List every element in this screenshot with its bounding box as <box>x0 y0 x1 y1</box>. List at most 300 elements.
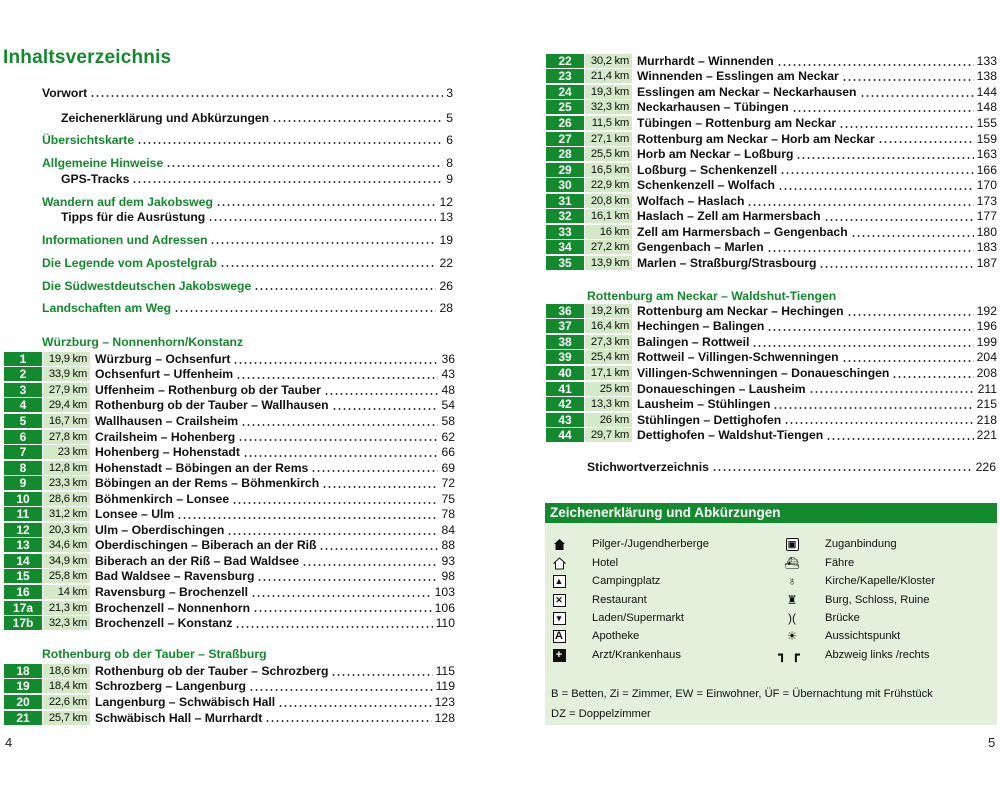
leader-dots <box>842 352 974 363</box>
stage-row[interactable] <box>4 522 455 538</box>
stage-number: 15 <box>4 569 42 583</box>
section-heading-2: Rothenburg ob der Tauber – Straßburg <box>42 647 267 661</box>
stage-page: 173 <box>976 193 997 208</box>
stage-page: 180 <box>976 224 997 239</box>
leader-dots <box>278 697 432 708</box>
stage-page: 98 <box>441 569 455 584</box>
stage-page: 159 <box>976 131 997 146</box>
turn-icon: ┓┏ <box>778 647 806 662</box>
stage-route: Tübingen – Rottenburg am Neckar <box>637 115 837 130</box>
leader-dots <box>767 242 974 253</box>
leader-dots <box>302 556 438 567</box>
stage-row[interactable] <box>4 663 455 679</box>
stage-route: Ochsenfurt – Uffenheim <box>95 367 234 382</box>
stage-route: Wolfach – Haslach <box>637 193 745 208</box>
stage-distance: 23,3 km <box>43 476 90 490</box>
stage-row[interactable] <box>546 303 997 319</box>
stage-route: Winnenden – Esslingen am Neckar <box>637 69 839 84</box>
stage-number: 2 <box>4 367 42 381</box>
toc-entry[interactable] <box>42 233 453 247</box>
toc-entry-page: 13 <box>439 210 453 224</box>
ferry-icon: ⛴ <box>784 556 800 570</box>
stage-row[interactable] <box>4 398 455 414</box>
leader-dots <box>324 385 439 396</box>
leader-dots <box>332 400 439 411</box>
stage-page: 177 <box>976 209 997 224</box>
toc-entry-title: Die Legende vom Apostelgrab <box>42 256 217 270</box>
stage-distance: 14 km <box>43 585 90 599</box>
stage-page: 170 <box>976 178 997 193</box>
stage-number: 12 <box>4 523 42 537</box>
stage-row[interactable] <box>4 444 455 460</box>
restaurant-icon: ✕ <box>550 592 568 608</box>
stage-row[interactable] <box>4 507 455 523</box>
leader-dots <box>712 461 973 472</box>
toc-entry-index[interactable] <box>587 460 996 474</box>
toc-entry-title: Wandern auf dem Jakobsweg <box>42 195 213 209</box>
stage-page: 211 <box>977 381 997 396</box>
stage-route: Rothenburg ob der Tauber – Schrozberg <box>95 663 329 678</box>
stage-route: Esslingen am Neckar – Neckarhausen <box>637 84 857 99</box>
stage-distance: 19,9 km <box>43 352 90 366</box>
toc-entry-page: 3 <box>446 86 453 100</box>
legend-note-2: DZ = Doppelzimmer <box>551 708 651 720</box>
stage-number: 36 <box>546 304 584 318</box>
stage-distance: 18,4 km <box>43 679 90 693</box>
stage-row[interactable] <box>546 412 997 428</box>
stage-route: Schrozberg – Langenburg <box>95 679 247 694</box>
stage-row[interactable] <box>4 538 455 554</box>
stage-number: 38 <box>546 335 584 349</box>
stage-distance: 25 km <box>585 382 632 396</box>
leader-dots <box>784 414 973 425</box>
leader-dots <box>851 227 974 238</box>
stage-route: Neckarhausen – Tübingen <box>637 100 789 115</box>
stage-row[interactable] <box>546 177 997 193</box>
leader-dots <box>892 368 973 379</box>
leader-dots <box>322 478 438 489</box>
stage-distance: 29,7 km <box>585 428 632 442</box>
legend-label: Hotel <box>592 557 619 569</box>
stage-row[interactable] <box>4 679 455 695</box>
toc-entry-title: Landschaften am Weg <box>42 301 172 315</box>
stage-number: 29 <box>546 163 584 177</box>
toc-entry[interactable] <box>42 279 453 293</box>
stage-row[interactable] <box>546 350 997 366</box>
leader-dots <box>265 712 431 723</box>
stage-distance: 21,4 km <box>585 69 632 83</box>
stage-distance: 27,3 km <box>585 335 632 349</box>
stage-distance: 16 km <box>585 225 632 239</box>
bridge-icon: )( <box>788 611 796 625</box>
stage-row[interactable] <box>546 396 997 412</box>
toc-entry-page: 226 <box>975 460 996 474</box>
stage-page: 88 <box>441 538 455 553</box>
stage-row[interactable] <box>546 69 997 85</box>
stage-row[interactable] <box>546 255 997 271</box>
stage-row[interactable] <box>546 131 997 147</box>
stage-row[interactable] <box>546 224 997 240</box>
legend-label: Abzweig links /rechts <box>825 649 930 661</box>
toc-entry-title: Die Südwestdeutschen Jakobswege <box>42 279 252 293</box>
stage-distance: 26 km <box>585 413 632 427</box>
stage-row[interactable] <box>546 240 997 256</box>
stage-number: 32 <box>546 209 584 223</box>
stage-page: 84 <box>441 522 455 537</box>
toc-entry-title: Informationen und Adressen <box>42 233 208 247</box>
toc-entry-page: 12 <box>439 195 453 209</box>
stage-number: 17a <box>4 601 42 615</box>
stage-distance: 20,3 km <box>43 523 90 537</box>
legend-item <box>550 555 618 571</box>
stage-row[interactable] <box>546 381 997 397</box>
stage-row[interactable] <box>546 146 997 162</box>
stage-number: 31 <box>546 194 584 208</box>
stage-number: 21 <box>4 711 42 725</box>
legend-label: Aussichtspunkt <box>825 630 901 642</box>
stage-page: 119 <box>435 679 455 694</box>
toc-entry-title: Übersichtskarte <box>42 133 135 147</box>
stage-distance: 23 km <box>43 445 90 459</box>
stage-distance: 22,6 km <box>43 695 90 709</box>
legend-label: Fähre <box>825 557 855 569</box>
stage-page: 215 <box>976 397 997 412</box>
stage-route: Villingen-Schwenningen – Donaueschingen <box>637 365 890 380</box>
legend-label: Kirche/Kapelle/Kloster <box>825 575 936 587</box>
stage-row[interactable] <box>4 600 455 616</box>
leader-dots <box>819 258 973 269</box>
stage-page: 196 <box>976 319 997 334</box>
stage-number: 9 <box>4 476 42 490</box>
stage-page: 187 <box>976 255 997 270</box>
leader-dots <box>847 306 974 317</box>
toc-entry[interactable] <box>42 86 453 100</box>
leader-dots <box>331 666 432 677</box>
toc-entry-page: 26 <box>439 279 453 293</box>
stage-number: 11 <box>4 507 42 521</box>
stage-route: Rottenburg am Neckar – Hechingen <box>637 303 844 318</box>
stage-number: 16 <box>4 585 42 599</box>
stage-row[interactable] <box>4 475 455 491</box>
legend-label: Laden/Supermarkt <box>592 612 685 624</box>
stage-row[interactable] <box>546 115 997 131</box>
leader-dots <box>241 416 438 427</box>
stage-number: 23 <box>546 69 584 83</box>
hostel-icon <box>550 536 568 552</box>
stage-route: Rothenburg ob der Tauber – Wallhausen <box>95 398 329 413</box>
stage-page: 66 <box>441 445 455 460</box>
toc-entry[interactable] <box>42 195 453 209</box>
train-icon: ▣ <box>783 536 801 552</box>
stage-row[interactable] <box>4 460 455 476</box>
legend-box <box>545 503 997 725</box>
stage-row[interactable] <box>4 382 455 398</box>
stage-page: 192 <box>976 303 997 318</box>
toc-entry[interactable] <box>61 210 453 224</box>
stage-route: Dettighofen – Waldshut-Tiengen <box>637 428 824 443</box>
stage-distance: 34,6 km <box>43 538 90 552</box>
stage-row[interactable] <box>546 319 997 335</box>
leader-dots <box>208 211 436 222</box>
toc-entry-title: GPS-Tracks <box>61 172 130 186</box>
stage-distance: 16,5 km <box>585 163 632 177</box>
stage-number: 7 <box>4 445 42 459</box>
stage-number: 6 <box>4 430 42 444</box>
stage-distance: 13,3 km <box>585 397 632 411</box>
stage-route: Böbingen an der Rems – Böhmenkirch <box>95 476 320 491</box>
legend-label: Campingplatz <box>592 575 661 587</box>
stage-page: 103 <box>434 585 455 600</box>
legend-label: Restaurant <box>592 594 647 606</box>
stage-distance: 16,7 km <box>43 414 90 428</box>
stage-route: Balingen – Rottweil <box>637 334 750 349</box>
legend-item <box>550 573 660 589</box>
stage-row[interactable] <box>4 351 455 367</box>
stage-route: Uffenheim – Rothenburg ob der Tauber <box>95 382 321 397</box>
stage-number: 13 <box>4 538 42 552</box>
stage-row[interactable] <box>4 694 455 710</box>
leader-dots <box>232 494 438 505</box>
stage-distance: 31,2 km <box>43 507 90 521</box>
stage-distance: 13,9 km <box>585 256 632 270</box>
stage-number: 10 <box>4 492 42 506</box>
stage-row[interactable] <box>546 334 997 350</box>
leader-dots <box>792 102 974 113</box>
stage-page: 208 <box>976 365 997 380</box>
stage-distance: 30,2 km <box>585 54 632 68</box>
legend-item <box>550 610 684 626</box>
section-heading-3: Rottenburg am Neckar – Waldshut-Tiengen <box>587 289 837 303</box>
church-icon: ♁ <box>787 574 797 588</box>
stage-route: Horb am Neckar – Loßburg <box>637 147 794 162</box>
stage-number: 20 <box>4 695 42 709</box>
stage-number: 43 <box>546 413 584 427</box>
leader-dots <box>216 196 437 207</box>
stage-page: 54 <box>441 398 455 413</box>
stage-page: 128 <box>434 710 455 725</box>
stage-route: Ulm – Oberdischingen <box>95 522 225 537</box>
stage-number: 30 <box>546 178 584 192</box>
toc-entry[interactable] <box>42 133 453 147</box>
toc-entry-title: Allgemeine Hinweise <box>42 156 164 170</box>
stage-number: 17b <box>4 616 42 630</box>
stage-route: Böhmenkirch – Lonsee <box>95 491 230 506</box>
stage-page: 72 <box>441 476 455 491</box>
stage-row[interactable] <box>4 413 455 429</box>
stage-row[interactable] <box>4 367 455 383</box>
stage-number: 44 <box>546 428 584 442</box>
toc-entry[interactable] <box>42 156 453 170</box>
stage-number: 28 <box>546 147 584 161</box>
stage-number: 39 <box>546 350 584 364</box>
stage-route: Schenkenzell – Wolfach <box>637 178 775 193</box>
stage-page: 58 <box>441 413 455 428</box>
stage-number: 35 <box>546 256 584 270</box>
leader-dots <box>878 133 974 144</box>
leader-dots <box>319 540 438 551</box>
stage-row[interactable] <box>546 162 997 178</box>
legend-item <box>550 647 681 663</box>
stage-page: 62 <box>441 429 455 444</box>
legend-item <box>550 536 709 552</box>
toc-entry[interactable] <box>61 172 453 186</box>
stage-page: 75 <box>441 491 455 506</box>
stage-page: 138 <box>976 69 997 84</box>
leader-dots <box>132 173 443 184</box>
legend-item <box>783 555 854 571</box>
legend-item <box>550 628 639 644</box>
stage-distance: 28,6 km <box>43 492 90 506</box>
stage-route: Stühlingen – Dettighofen <box>637 412 782 427</box>
stage-page: 133 <box>976 53 997 68</box>
legend-item <box>550 592 647 608</box>
stage-row[interactable] <box>546 84 997 100</box>
stage-route: Biberach an der Riß – Bad Waldsee <box>95 553 300 568</box>
shop-icon: ▾ <box>550 610 568 626</box>
leader-dots <box>249 681 433 692</box>
leader-dots <box>747 196 973 207</box>
stage-distance: 17,1 km <box>585 366 632 380</box>
toc-entry-page: 6 <box>446 133 453 147</box>
stage-distance: 25,7 km <box>43 711 90 725</box>
stage-row[interactable] <box>546 209 997 225</box>
legend-item <box>778 647 930 663</box>
stage-number: 4 <box>4 398 42 412</box>
leader-dots <box>777 56 974 67</box>
stage-distance: 22,9 km <box>585 178 632 192</box>
stage-distance: 27,8 km <box>43 430 90 444</box>
stage-row[interactable] <box>546 100 997 116</box>
stage-number: 22 <box>546 54 584 68</box>
stage-distance: 19,3 km <box>585 85 632 99</box>
stage-distance: 25,8 km <box>43 569 90 583</box>
stage-route: Marlen – Straßburg/Strasbourg <box>637 255 817 270</box>
stage-distance: 25,4 km <box>585 350 632 364</box>
stage-row[interactable] <box>4 569 455 585</box>
toc-entry[interactable] <box>42 301 453 315</box>
stage-page: 218 <box>976 412 997 427</box>
legend-label: Apotheke <box>592 630 640 642</box>
stage-page: 166 <box>976 162 997 177</box>
stage-route: Hechingen – Balingen <box>637 319 765 334</box>
stage-distance: 11,5 km <box>585 116 632 130</box>
legend-label: Arzt/Krankenhaus <box>592 649 681 661</box>
legend-note-1: B = Betten, Zi = Zimmer, EW = Einwohner, ÜF = Übernachtung mit Frühstück <box>551 688 933 700</box>
stage-number: 27 <box>546 132 584 146</box>
stage-page: 199 <box>976 334 997 349</box>
legend-item <box>783 628 900 644</box>
stage-page: 48 <box>441 382 455 397</box>
toc-entry-title: Tipps für die Ausrüstung <box>61 210 206 224</box>
leader-dots <box>842 71 974 82</box>
stage-number: 42 <box>546 397 584 411</box>
stage-route: Brochenzell – Konstanz <box>95 616 233 631</box>
toc-entry[interactable] <box>61 111 453 125</box>
stage-page: 183 <box>976 240 997 255</box>
stage-number: 5 <box>4 414 42 428</box>
leader-dots <box>257 571 438 582</box>
stage-distance: 27,9 km <box>43 383 90 397</box>
stage-page: 163 <box>976 147 997 162</box>
pharmacy-icon: A <box>550 628 568 644</box>
stage-route: Haslach – Zell am Harmersbach <box>637 209 821 224</box>
campsite-icon: ▲ <box>550 573 568 589</box>
leader-dots <box>796 149 973 160</box>
legend-item <box>783 592 929 608</box>
stage-row[interactable] <box>4 615 455 631</box>
stage-number: 19 <box>4 679 42 693</box>
stage-number: 37 <box>546 319 584 333</box>
stage-row[interactable] <box>546 427 997 443</box>
stage-row[interactable] <box>4 710 455 726</box>
leader-dots <box>839 118 974 129</box>
toc-entry-title: Stichwortverzeichnis <box>587 460 709 474</box>
leader-dots <box>780 164 973 175</box>
stage-distance: 16,1 km <box>585 209 632 223</box>
legend-item <box>783 536 897 552</box>
stage-number: 3 <box>4 383 42 397</box>
stage-number: 1 <box>4 352 42 366</box>
stage-route: Murrhardt – Winnenden <box>637 53 774 68</box>
stage-distance: 19,2 km <box>585 304 632 318</box>
stage-page: 43 <box>441 367 455 382</box>
toc-entry-page: 19 <box>439 233 453 247</box>
toc-entry[interactable] <box>42 256 453 270</box>
stage-row[interactable] <box>546 365 997 381</box>
leader-dots <box>272 112 443 123</box>
stage-route: Wallhausen – Crailsheim <box>95 413 239 428</box>
stage-distance: 32,3 km <box>43 616 90 630</box>
stage-row[interactable] <box>4 553 455 569</box>
stage-route: Loßburg – Schenkenzell <box>637 162 778 177</box>
leader-dots <box>220 257 436 268</box>
stage-number: 8 <box>4 461 42 475</box>
stage-distance: 34,9 km <box>43 554 90 568</box>
stage-page: 106 <box>434 600 455 615</box>
stage-distance: 18,6 km <box>43 664 90 678</box>
stage-row[interactable] <box>546 193 997 209</box>
leader-dots <box>860 87 974 98</box>
stage-row[interactable] <box>4 584 455 600</box>
stage-number: 18 <box>4 664 42 678</box>
stage-route: Würzburg – Ochsenfurt <box>95 351 231 366</box>
stage-route: Langenburg – Schwäbisch Hall <box>95 694 276 709</box>
stage-page: 123 <box>434 694 455 709</box>
leader-dots <box>238 431 438 442</box>
stage-row[interactable] <box>4 491 455 507</box>
stage-route: Lausheim – Stühlingen <box>637 397 771 412</box>
stage-distance: 25,5 km <box>585 147 632 161</box>
hotel-icon <box>550 555 568 571</box>
legend-item <box>783 573 935 589</box>
stage-row[interactable] <box>4 429 455 445</box>
leader-dots <box>210 234 436 245</box>
stage-page: 93 <box>441 553 455 568</box>
leader-dots <box>826 430 973 441</box>
stage-distance: 29,4 km <box>43 398 90 412</box>
stage-distance: 33,9 km <box>43 367 90 381</box>
page-number-right: 5 <box>988 735 996 750</box>
stage-row[interactable] <box>546 53 997 69</box>
stage-distance: 16,4 km <box>585 319 632 333</box>
stage-page: 110 <box>435 616 455 631</box>
leader-dots <box>90 87 443 98</box>
stage-route: Crailsheim – Hohenberg <box>95 429 236 444</box>
stage-page: 221 <box>976 428 997 443</box>
section-heading-1: Würzburg – Nonnenhorn/Konstanz <box>42 335 244 349</box>
toc-entry-title: Vorwort <box>42 86 88 100</box>
stage-route: Hohenberg – Hohenstadt <box>95 445 240 460</box>
